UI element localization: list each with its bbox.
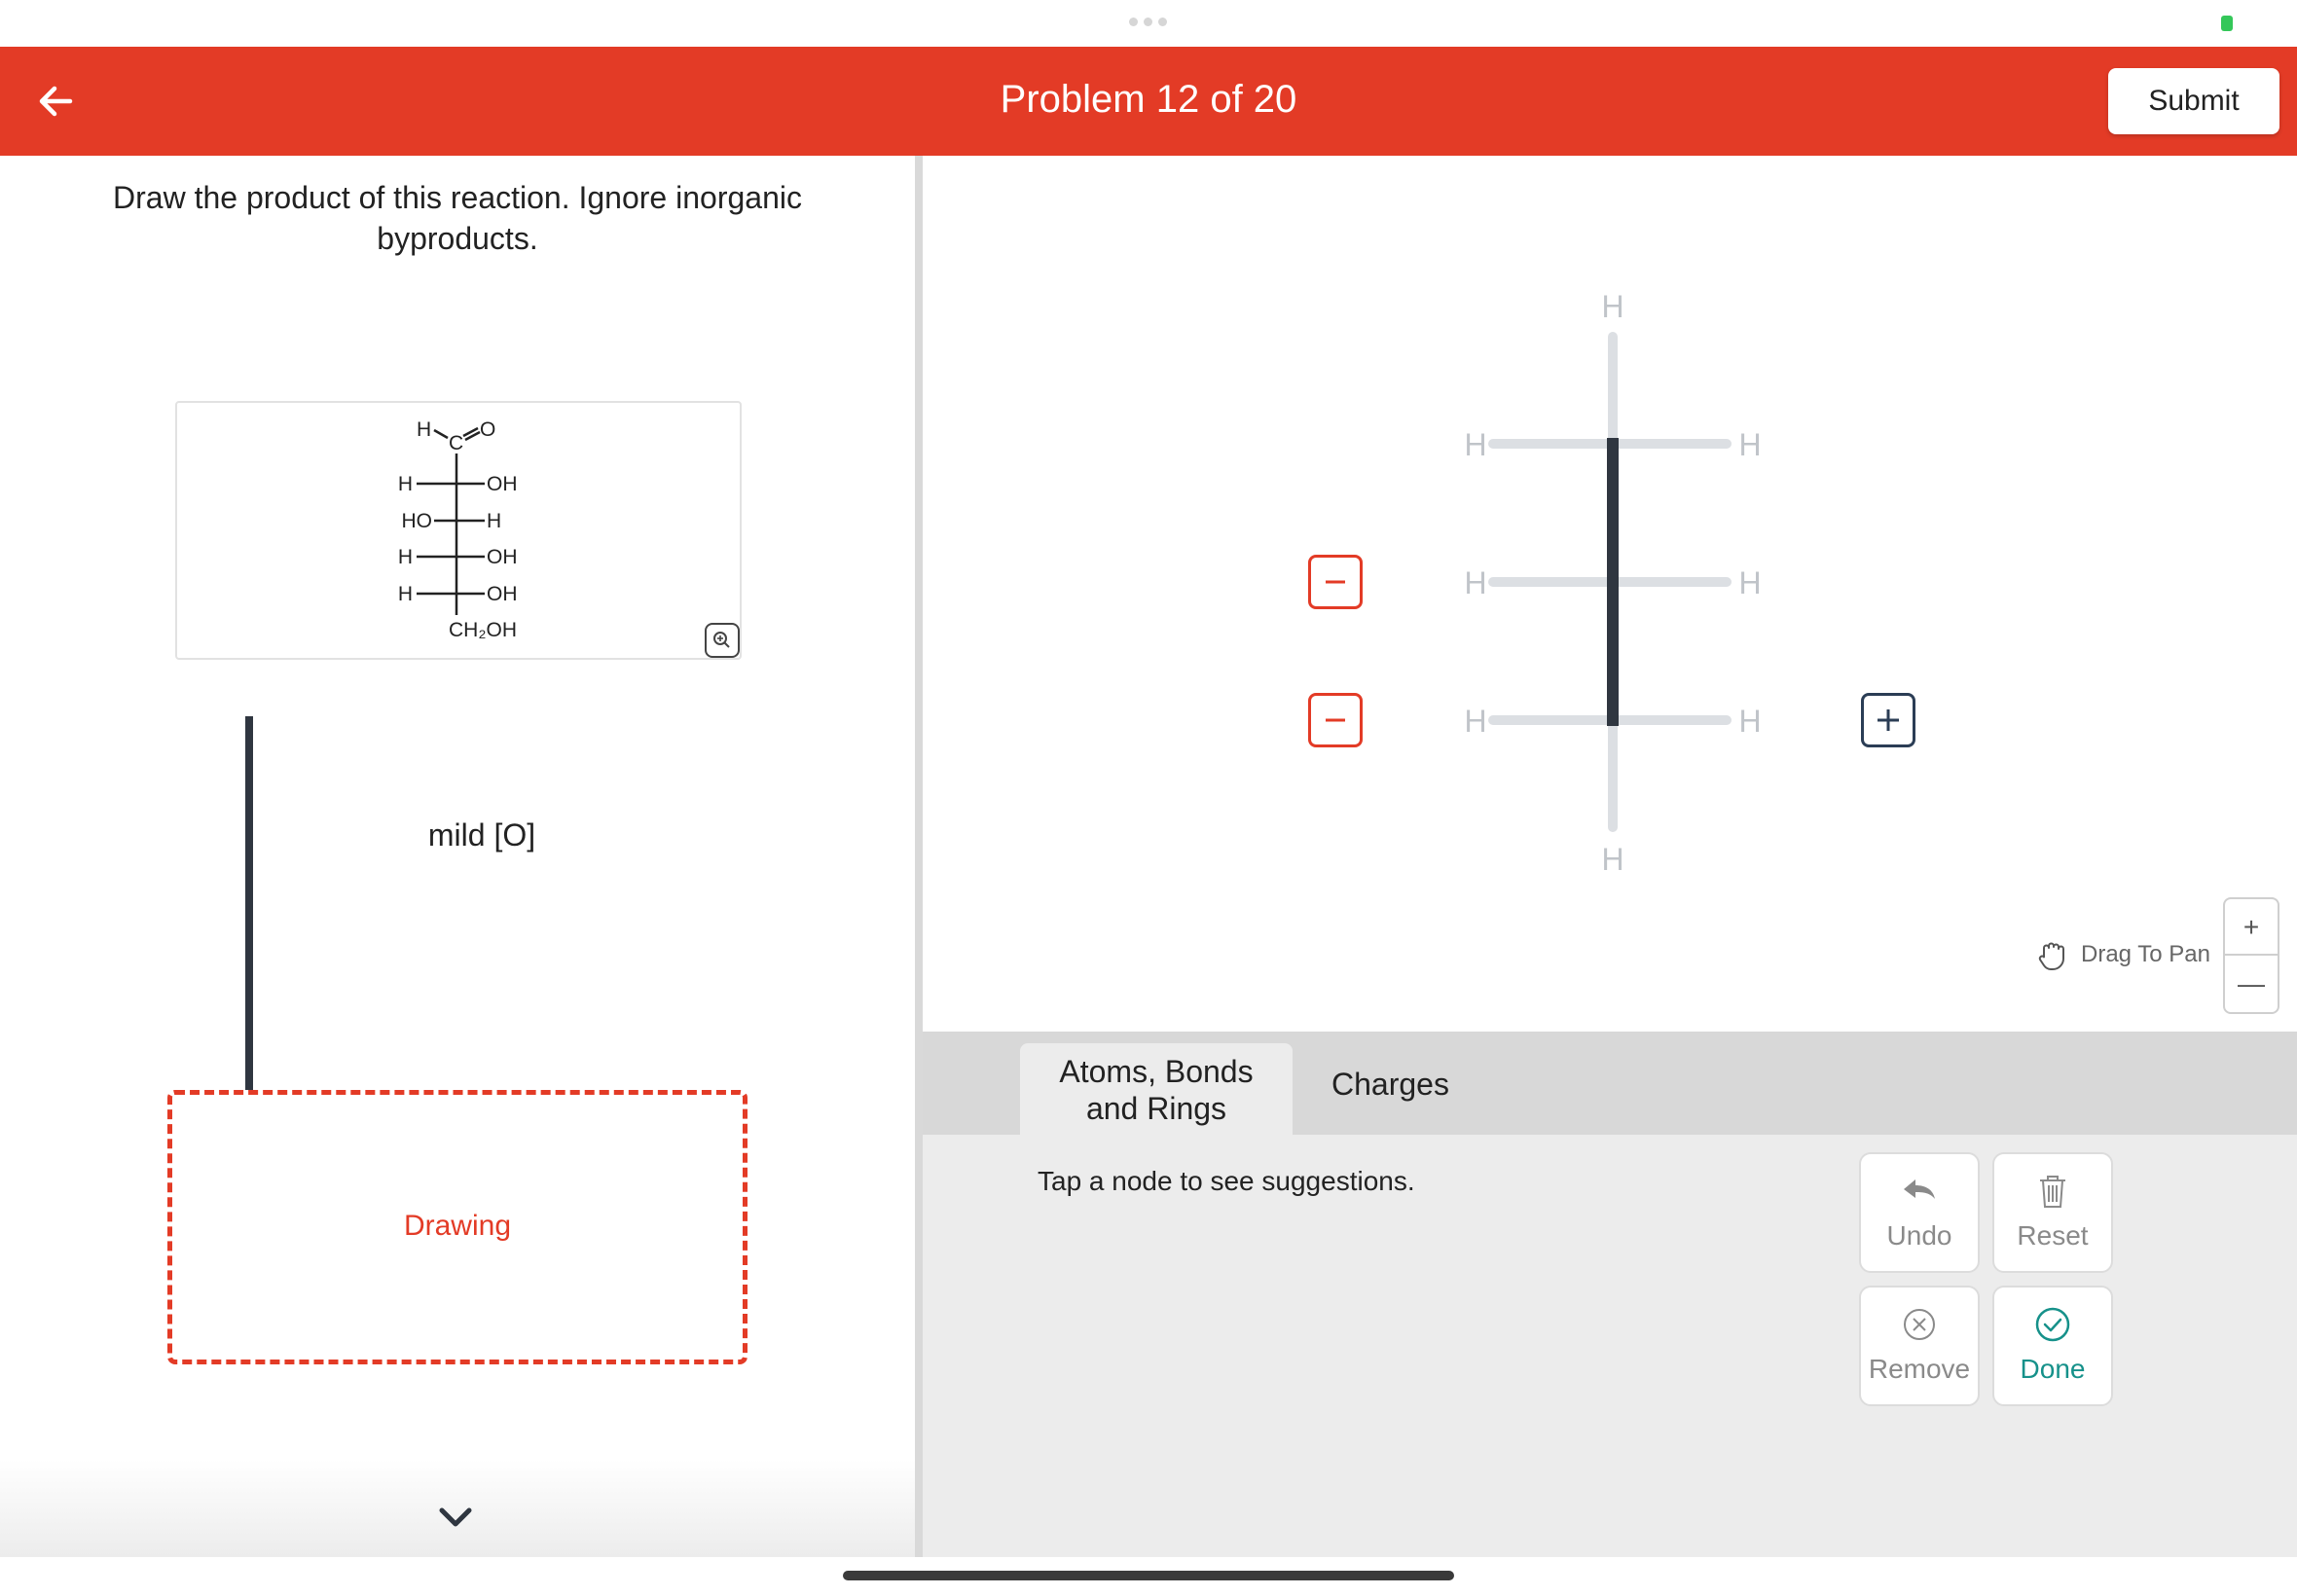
row4-left: H [397, 583, 413, 605]
done-label: Done [2020, 1354, 2086, 1384]
atom-h-row1-left: H [1464, 427, 1487, 462]
close-circle-icon [1900, 1305, 1939, 1344]
question-text: Draw the product of this reaction. Ignore inorganic byproducts. [113, 180, 802, 256]
row1-left: H [397, 473, 413, 495]
aldehyde-o: O [480, 418, 496, 441]
atom-h-row3-left: H [1464, 704, 1487, 739]
bottom-group: CH₂OH [449, 619, 517, 641]
pan-hint [2034, 936, 2210, 973]
undo-button[interactable] [1859, 1152, 1980, 1273]
add-row-button[interactable] [1861, 693, 1915, 747]
reset-button[interactable] [1992, 1152, 2113, 1273]
zoom-out-button[interactable]: — [2238, 968, 2265, 998]
atom-h-row3-right: H [1738, 704, 1762, 739]
atom-h-row2-right: H [1738, 565, 1762, 600]
check-circle-icon [2033, 1305, 2072, 1344]
home-indicator[interactable] [843, 1571, 1454, 1580]
multitask-dots[interactable] [1129, 18, 1167, 26]
pan-hint-label: Drag To Pan [2081, 941, 2210, 967]
drawing-answer-box[interactable] [167, 1090, 747, 1364]
aldehyde-h: H [417, 418, 432, 441]
atom-h-top: H [1601, 289, 1624, 324]
remove-row-button-2[interactable] [1308, 693, 1363, 747]
row1-right: OH [487, 473, 518, 495]
undo-icon [1900, 1172, 1939, 1211]
question-panel [0, 156, 915, 1557]
tool-tabs [923, 1032, 2297, 1135]
page-title: Problem 12 of 20 [1000, 78, 1297, 121]
drawing-canvas[interactable] [923, 156, 2297, 1032]
tab-charges[interactable]: Charges [1331, 1067, 1449, 1102]
atom-h-bottom: H [1601, 842, 1624, 877]
tab-atoms-line2: and Rings [1085, 1091, 1227, 1126]
remove-row-button[interactable] [1308, 555, 1363, 609]
tab-atoms-bonds-rings[interactable] [1020, 1043, 1293, 1135]
zoom-control [2223, 897, 2279, 1014]
atom-h-row2-left: H [1464, 565, 1487, 600]
hand-icon [2034, 936, 2071, 973]
row4-right: OH [487, 583, 518, 605]
app-header [0, 47, 2297, 156]
remove-button[interactable] [1859, 1286, 1980, 1406]
done-button[interactable] [1992, 1286, 2113, 1406]
submit-button[interactable]: Submit [2108, 68, 2279, 134]
row3-right: OH [487, 546, 518, 568]
aldehyde-c: C [449, 432, 464, 454]
fischer-projection [177, 403, 744, 662]
panel-divider[interactable] [915, 156, 923, 1557]
reagent-label: mild [O] [427, 817, 536, 852]
atom-h-row1-right: H [1738, 427, 1762, 462]
zoom-in-button[interactable]: + [2225, 899, 2278, 956]
remove-label: Remove [1868, 1354, 1971, 1384]
undo-label: Undo [1886, 1220, 1952, 1251]
suggestion-hint: Tap a node to see suggestions. [1038, 1166, 1415, 1196]
reactant-structure [175, 401, 742, 660]
trash-icon [2033, 1172, 2072, 1211]
row3-left: H [397, 546, 413, 568]
chevron-down-icon[interactable] [436, 1499, 475, 1538]
reset-label: Reset [2017, 1220, 2089, 1251]
magnify-icon[interactable] [705, 623, 740, 658]
molecule-template [923, 156, 2297, 1032]
battery-icon [2221, 16, 2233, 31]
drawing-label: Drawing [403, 1210, 512, 1242]
tool-panel [923, 1135, 2297, 1557]
row2-left: HO [401, 510, 432, 532]
tab-atoms-line1: Atoms, Bonds [1059, 1054, 1254, 1089]
row2-right: H [487, 510, 502, 532]
